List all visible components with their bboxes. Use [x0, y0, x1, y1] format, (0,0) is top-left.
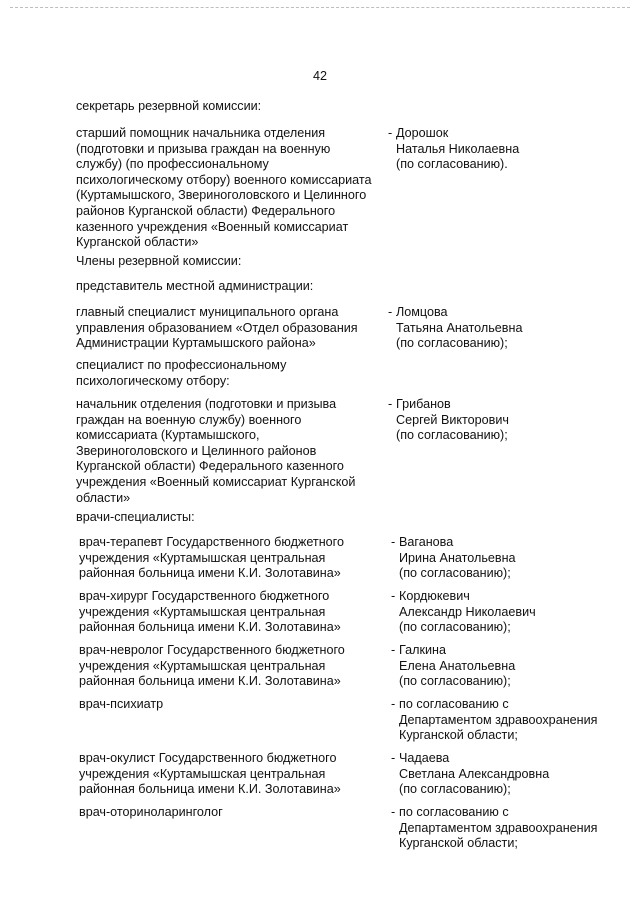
- page-number: 42: [312, 69, 327, 83]
- local-admin-heading: представитель местной администрации:: [76, 279, 314, 293]
- person-name: - Грибанов Сергей Викторович (по согласованию);: [388, 397, 509, 443]
- position-description: главный специалист муниципального органа управления образованием «Отдел образования Администрации Куртамышского района»: [76, 305, 358, 351]
- person-name: - Ваганова Ирина Анатольевна (по согласованию);: [391, 535, 516, 581]
- members-heading: Члены резервной комиссии:: [76, 254, 242, 268]
- position-description: врач-оториноларинголог: [79, 805, 223, 819]
- scan-top-border: [10, 7, 630, 11]
- position-description: начальник отделения (подготовки и призыва граждан на военную службу) военного комиссариата (Куртамышского, Звериноголовского и Целинного районов Курганской области) Федерального казенного учреждения «Военный комиссариат Курганской области»: [76, 397, 356, 505]
- position-description: врач-терапевт Государственного бюджетного учреждения «Куртамышская центральная районная больница имени К.И. Золотавина»: [79, 535, 344, 581]
- position-description: врач-окулист Государственного бюджетного учреждения «Куртамышская центральная районная больница имени К.И. Золотавина»: [79, 751, 341, 797]
- psych-heading: специалист по профессиональному психологическому отбору:: [76, 358, 287, 388]
- doctors-heading: врачи-специалисты:: [76, 510, 195, 524]
- person-name: - Ломцова Татьяна Анатольевна (по согласованию);: [388, 305, 523, 351]
- position-description: врач-психиатр: [79, 697, 164, 711]
- position-description: врач-хирург Государственного бюджетного учреждения «Куртамышская центральная районная больница имени К.И. Золотавина»: [79, 589, 341, 635]
- position-description: врач-невролог Государственного бюджетного учреждения «Куртамышская центральная районная больница имени К.И. Золотавина»: [79, 643, 345, 689]
- secretary-heading: секретарь резервной комиссии:: [76, 99, 262, 113]
- person-name: - Галкина Елена Анатольевна (по согласованию);: [391, 643, 516, 689]
- person-name: - по согласованию с Департаментом здравоохранения Курганской области;: [391, 697, 598, 743]
- person-name: - Кордюкевич Александр Николаевич (по согласованию);: [391, 589, 536, 635]
- position-description: старший помощник начальника отделения (подготовки и призыва граждан на военную службу) (по профессиональному психологическому отбору) военного комиссариата (Куртамышского, Звериноголовского и Целинного районов Курганской области) Федерального казенного учреждения «Военный комиссариат Курганской области»: [76, 126, 372, 250]
- person-name: - по согласованию с Департаментом здравоохранения Курганской области;: [391, 805, 598, 851]
- person-name: - Дорошок Наталья Николаевна (по согласованию).: [388, 126, 520, 172]
- person-name: - Чадаева Светлана Александровна (по согласованию);: [391, 751, 550, 797]
